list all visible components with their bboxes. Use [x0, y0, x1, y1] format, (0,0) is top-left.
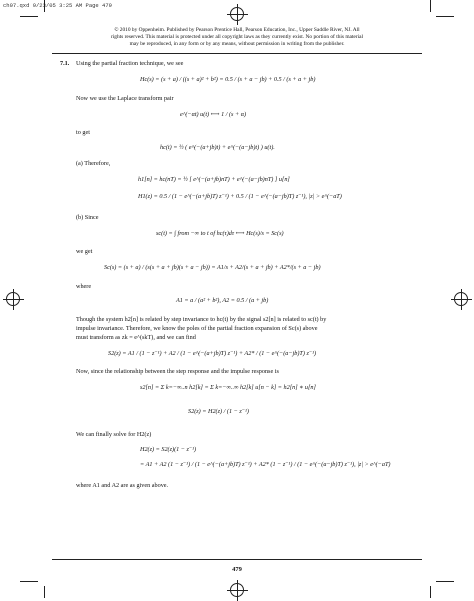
equation-laplace-pair: e^(−αt) u(t) ⟷ 1 / (s + α) — [180, 111, 247, 118]
equation-s2z: S2(z) = A1 / (1 − z⁻¹) + A2 / (1 − e^(−(a+jb)T) z⁻¹) + A2* / (1 − e^(−(a−jb)T) z⁻¹) — [108, 350, 317, 357]
crop-mark-bl-h — [20, 581, 38, 582]
final-solve-text: We can finally solve for H2(z) — [76, 431, 152, 438]
equation-s2n: s2[n] = Σ k=−∞..n h2[k] = Σ k=−∞..∞ h2[k] u[n − k] = h2[n] ∗ u[n] — [140, 384, 316, 391]
laplace-text: Now we use the Laplace transform pair — [76, 95, 174, 102]
registration-target-top — [230, 7, 244, 21]
equation-h1z: H1(z) = 0.5 / (1 − e^(−(a+jb)T) z⁻¹) + 0.5 / (1 − e^(−(a−jb)T) z⁻¹), |z| > e^(−aT) — [138, 193, 342, 200]
part-b-text: (b) Since — [76, 214, 99, 221]
crop-mark-tl-v — [44, 0, 45, 12]
problem-number: 7.1. — [60, 60, 70, 67]
crop-mark-bl-v — [44, 586, 45, 598]
copyright-notice: © 2010 by Oppenheim. Published by Pearson Prentice Hall, Pearson Education, Inc., Upper Saddle River, NJ. All rights reserved. This material is protected under all copyright laws as they currently exist. No portion of this material may be reproduced, in any form or by any means, without permission in writing from the publisher. — [111, 27, 363, 47]
part-a-text: (a) Therefore, — [76, 160, 111, 167]
registration-target-bottom — [230, 583, 244, 597]
equation-s2z-h2: S2(z) = H2(z) / (1 − z⁻¹) — [188, 408, 249, 415]
print-slug: ch07.qxd 9/23/05 3:25 AM Page 479 — [3, 2, 112, 9]
paragraph-1-line-2: impulse invariance. Therefore, we know the poles of the partial fraction expansion of Sc(s) above — [76, 325, 318, 332]
footer-rule — [52, 559, 422, 560]
equation-sc: sc(t) = ∫ from −∞ to t of hc(τ)dτ ⟷ Hc(s)/s = Sc(s) — [156, 230, 284, 237]
equation-hc: Hc(s) = (s + a) / ((s + a)² + b²) = 0.5 / (s + a − jb) + 0.5 / (s + a + jb) — [140, 76, 316, 83]
registration-target-right — [454, 292, 468, 306]
paragraph-1-line-3: must transform as zk = e^(skT), and we can find — [76, 334, 196, 341]
equation-a1-a2: A1 = a / (a² + b²), A2 = 0.5 / (a + jb) — [176, 297, 269, 304]
equation-h1n: h1[n] = hc(nT) = ½ [ e^(−(a+jb)nT) + e^(−(a−jb)nT) ] u[n] — [138, 176, 290, 183]
crop-mark-br-h — [436, 581, 454, 582]
to-get-text: to get — [76, 129, 90, 136]
header-rule — [52, 53, 422, 54]
intro-text: Using the partial fraction technique, we see — [76, 60, 184, 67]
paragraph-1-line-1: Though the system h2[n] is related by step invariance to hc(t) by the signal s2[n] is related to sc(t) by — [76, 316, 327, 323]
crop-mark-tr-v — [430, 0, 431, 12]
crop-mark-tl-h — [20, 16, 38, 17]
crop-mark-br-v — [430, 586, 431, 598]
equation-h2z-line-2: = A1 + A2 (1 − z⁻¹) / (1 − e^(−(a+jb)T) z⁻¹) + A2* (1 − z⁻¹) / (1 − e^(−(a−jb)T) z⁻¹), |z| > e^(−aT) — [140, 461, 391, 468]
equation-hct: hc(t) = ½ ( e^(−(a+jb)t) + e^(−(a−jb)t) ) u(t). — [160, 144, 275, 151]
equation-scs: Sc(s) = (s + a) / (s(s + a + jb)(s + a − jb)) = A1/s + A2/(s + a + jb) + A2*/(s + a − jb) — [104, 264, 321, 271]
closing-text: where A1 and A2 are as given above. — [76, 482, 169, 489]
we-get-text: we get — [76, 248, 93, 255]
equation-h2z-line-1: H2(z) = S2(z)(1 − z⁻¹) — [140, 446, 197, 453]
page-number: 479 — [232, 566, 242, 573]
paragraph-2: Now, since the relationship between the step response and the impulse response is — [76, 368, 279, 375]
crop-mark-tr-h — [436, 16, 454, 17]
registration-target-left — [6, 292, 20, 306]
where-text: where — [76, 283, 92, 290]
